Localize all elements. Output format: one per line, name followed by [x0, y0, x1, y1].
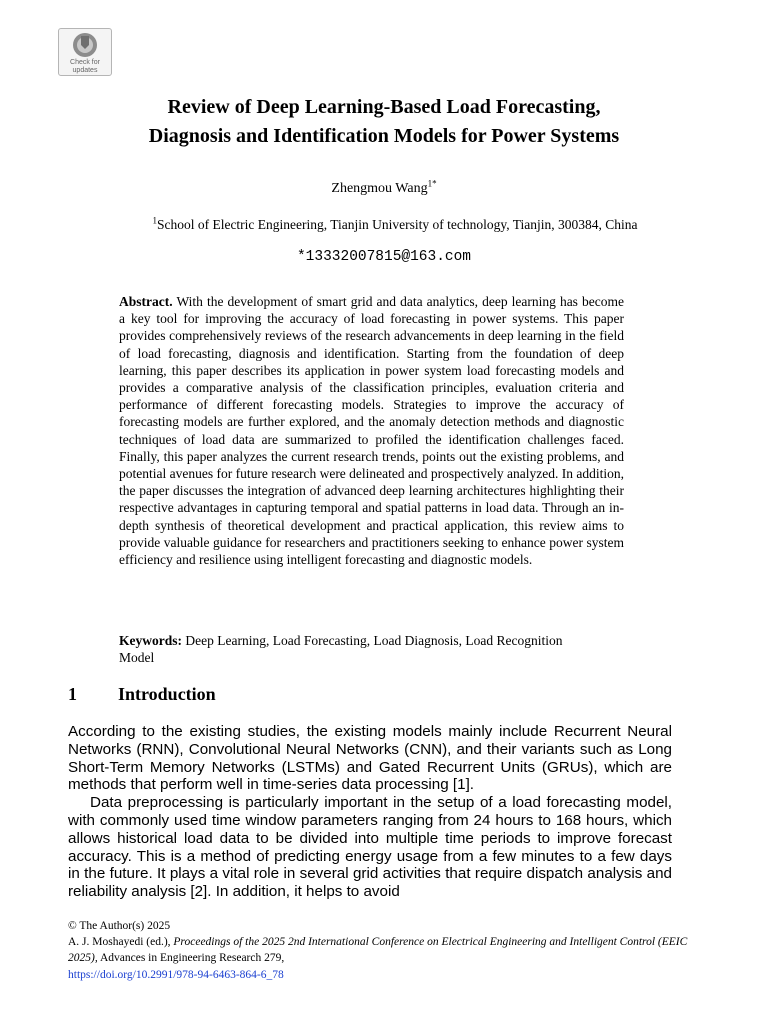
paragraph-1: According to the existing studies, the existing models mainly include Recurrent Neural Networks (RNN), Convolutional Neural Networks (CNN), and their variants such as Long Short-Term Memory Networks (LSTMs) and Gated Recurrent Units (GRUs), which are methods that perform well in time-series data processing [1]. [68, 723, 672, 794]
affiliation [0, 217, 768, 233]
doi-link[interactable]: https://doi.org/10.2991/978-94-6463-864-6_78 [68, 968, 284, 981]
abstract [119, 293, 624, 568]
citation [68, 934, 708, 966]
proceedings-title: Proceedings of the 2025 2nd International Conference on Electrical Engineering and Intelligent Control (EEIC 2025), [68, 936, 688, 965]
affiliation-mark: 1 [152, 215, 157, 226]
title-line-1: Review of Deep Learning-Based Load Forecasting, [167, 96, 601, 118]
title-line-2: Diagnosis and Identification Models for Power Systems [148, 125, 620, 147]
footer [68, 918, 708, 983]
section-number: 1 [68, 684, 77, 704]
abstract-text: With the development of smart grid and data analytics, deep learning has become a key tool for improving the accuracy of load forecasting in power systems. This paper provides comprehensively reviews of the research advancements in deep learning in the field of load forecasting, diagnosis and identification. Starting from the foundation of deep learning, this paper describes its application in power system load forecasting models and provides a comparative analysis of the classification principles, evaluation criteria and performance of different forecasting models. Strategies to improve the accuracy of forecasting models are further explored, and the anomaly detection methods and diagnostic techniques of load data are summarized to profiled the identification challenges faced. Finally, this paper analyzes the current research trends, points out the existing problems, and potential avenues for future research were delineated and prospectively analyzed. In addition, the paper discusses the integration of advanced deep learning architectures highlighting their respective advantages in capturing temporal and spatial patterns in load data. Through an in-depth synthesis of theoretical development and practical application, this review aims to provide valuable guidance for researchers and practitioners seeking to enhance power system efficiency and resilience using intelligent forecasting and diagnostic models. [119, 294, 624, 568]
editor: A. J. Moshayedi (ed.), [68, 936, 171, 949]
series: Advances in Engineering Research 279, [99, 952, 285, 965]
affiliation-text: School of Electric Engineering, Tianjin University of technology, Tianjin, 300384, China [156, 217, 638, 232]
paper-title [40, 93, 728, 151]
author-email: *13332007815@163.com [296, 249, 472, 265]
badge-label-1: Check for [70, 59, 100, 66]
keywords-label: Keywords: [119, 633, 182, 648]
badge-label-2: updates [72, 67, 98, 74]
copyright: © The Author(s) 2025 [68, 920, 171, 932]
abstract-label: Abstract. [119, 294, 173, 309]
keywords-text: Deep Learning, Load Forecasting, Load Diagnosis, Load Recognition Model [119, 633, 563, 666]
section-title: Introduction [118, 684, 216, 704]
paragraph-2: Data preprocessing is particularly important in the setup of a load forecasting model, with commonly used time window parameters ranging from 24 hours to 168 hours, which allows historical load data to be divided into multiple time periods to improve forecast accuracy. This is a method of predicting energy usage from a few minutes to a few days in the future. It plays a vital role in several grid activities that require dispatch analysis and reliability analysis [2]. In addition, it helps to avoid [68, 794, 672, 901]
section-heading [68, 684, 216, 705]
keywords [119, 632, 589, 666]
author-mark: 1* [427, 178, 437, 189]
author-name: Zhengmou Wang [331, 181, 428, 196]
author [0, 178, 768, 197]
check-for-updates-badge[interactable] [58, 28, 112, 76]
check-for-updates-icon [71, 32, 99, 58]
body-text [68, 723, 672, 901]
